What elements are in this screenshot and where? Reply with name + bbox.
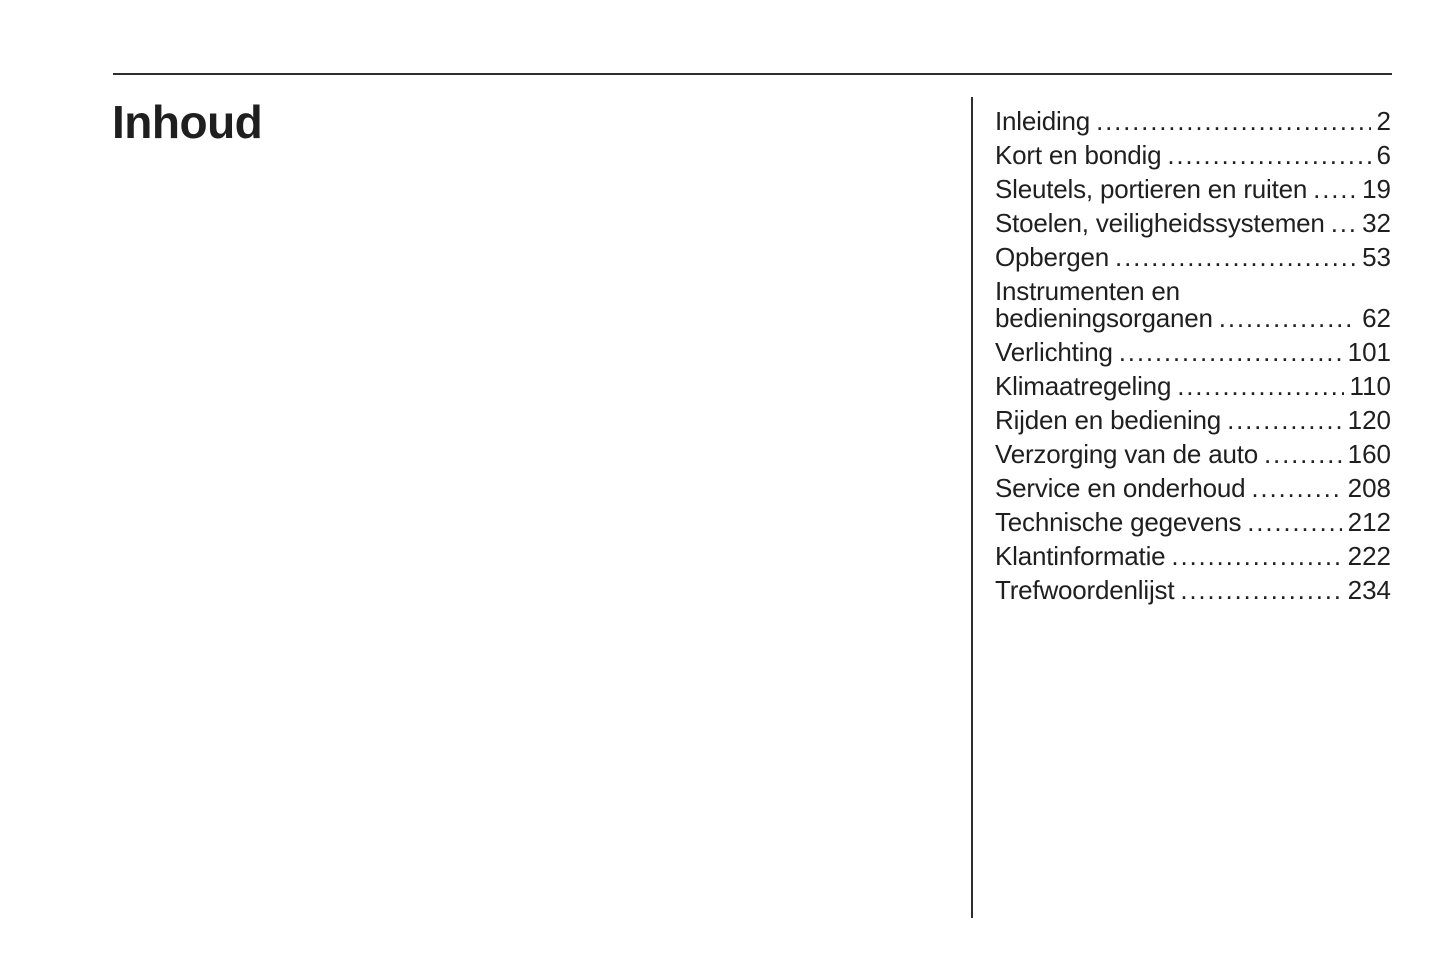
toc-entry-label: Sleutels, portieren en ruiten bbox=[995, 174, 1308, 204]
toc-entry-label: Verzorging van de auto bbox=[995, 439, 1259, 469]
dot-leader bbox=[1167, 142, 1370, 169]
toc-entry-inleiding[interactable] bbox=[995, 108, 1391, 135]
toc-page-number: 160 bbox=[1347, 439, 1391, 469]
toc-page-number: 208 bbox=[1347, 473, 1391, 503]
toc-entry-verlichting[interactable] bbox=[995, 339, 1391, 366]
dot-leader bbox=[1119, 339, 1342, 366]
dot-leader bbox=[1251, 475, 1341, 502]
toc-entry-klimaatregeling[interactable] bbox=[995, 373, 1391, 400]
toc-entry-kort-en-bondig[interactable] bbox=[995, 142, 1391, 169]
toc-entry-label: Service en onderhoud bbox=[995, 473, 1246, 503]
toc-entry-label: Stoelen, veiligheidssystemen bbox=[995, 208, 1325, 238]
toc-page-number: 120 bbox=[1347, 405, 1391, 435]
dot-leader bbox=[1247, 509, 1341, 536]
header-rule bbox=[113, 73, 1392, 75]
dot-leader bbox=[1313, 176, 1356, 203]
toc-entry-label: Technische gegevens bbox=[995, 507, 1242, 537]
toc-entry-instrumenten-en-bedieningsorganen[interactable] bbox=[995, 278, 1391, 332]
toc-page-number: 53 bbox=[1362, 242, 1391, 272]
toc-page-number: 212 bbox=[1347, 507, 1391, 537]
toc-page-number: 110 bbox=[1349, 371, 1391, 401]
toc-entry-technische-gegevens[interactable] bbox=[995, 509, 1391, 536]
toc-page-number: 32 bbox=[1362, 208, 1391, 238]
toc-entry-label: Opbergen bbox=[995, 242, 1110, 272]
page-title: Inhoud bbox=[112, 96, 263, 148]
toc-entry-trefwoordenlijst[interactable] bbox=[995, 577, 1391, 604]
dot-leader bbox=[1264, 441, 1342, 468]
content-divider bbox=[971, 97, 973, 918]
toc-entry-label: Rijden en bediening bbox=[995, 405, 1222, 435]
toc-page-number: 101 bbox=[1347, 337, 1391, 367]
dot-leader bbox=[1180, 577, 1341, 604]
toc-entry-label: Verlichting bbox=[995, 337, 1113, 367]
toc-page-number: 62 bbox=[1362, 303, 1391, 333]
dot-leader bbox=[1227, 407, 1342, 434]
toc-entry-label: Kort en bondig bbox=[995, 140, 1162, 170]
toc-page-number: 222 bbox=[1347, 541, 1391, 571]
dot-leader bbox=[1096, 108, 1370, 135]
toc-entry-label: Klimaatregeling bbox=[995, 371, 1172, 401]
toc-page-number: 6 bbox=[1376, 140, 1391, 170]
toc-entry-klantinformatie[interactable] bbox=[995, 543, 1391, 570]
dot-leader bbox=[1219, 305, 1356, 332]
dot-leader bbox=[1331, 210, 1356, 237]
toc-entry-opbergen[interactable] bbox=[995, 244, 1391, 271]
toc-entry-label: Trefwoordenlijst bbox=[995, 575, 1175, 605]
toc-entry-stoelen-veiligheidssystemen[interactable] bbox=[995, 210, 1391, 237]
toc-entry-label: Instrumenten en bbox=[995, 276, 1180, 306]
toc-entry-label: Klantinformatie bbox=[995, 541, 1166, 571]
toc-entry-label-line2: bedieningsorganen bbox=[995, 303, 1213, 333]
toc-entry-sleutels-portieren-en-ruiten[interactable] bbox=[995, 176, 1391, 203]
table-of-contents bbox=[995, 108, 1391, 611]
dot-leader bbox=[1171, 543, 1341, 570]
toc-page-number: 234 bbox=[1347, 575, 1391, 605]
dot-leader bbox=[1177, 373, 1343, 400]
toc-page-number: 19 bbox=[1362, 174, 1391, 204]
toc-page-number: 2 bbox=[1376, 106, 1391, 136]
toc-entry-rijden-en-bediening[interactable] bbox=[995, 407, 1391, 434]
toc-entry-label: Inleiding bbox=[995, 106, 1091, 136]
toc-entry-verzorging-van-de-auto[interactable] bbox=[995, 441, 1391, 468]
dot-leader bbox=[1115, 244, 1356, 271]
toc-entry-service-en-onderhoud[interactable] bbox=[995, 475, 1391, 502]
